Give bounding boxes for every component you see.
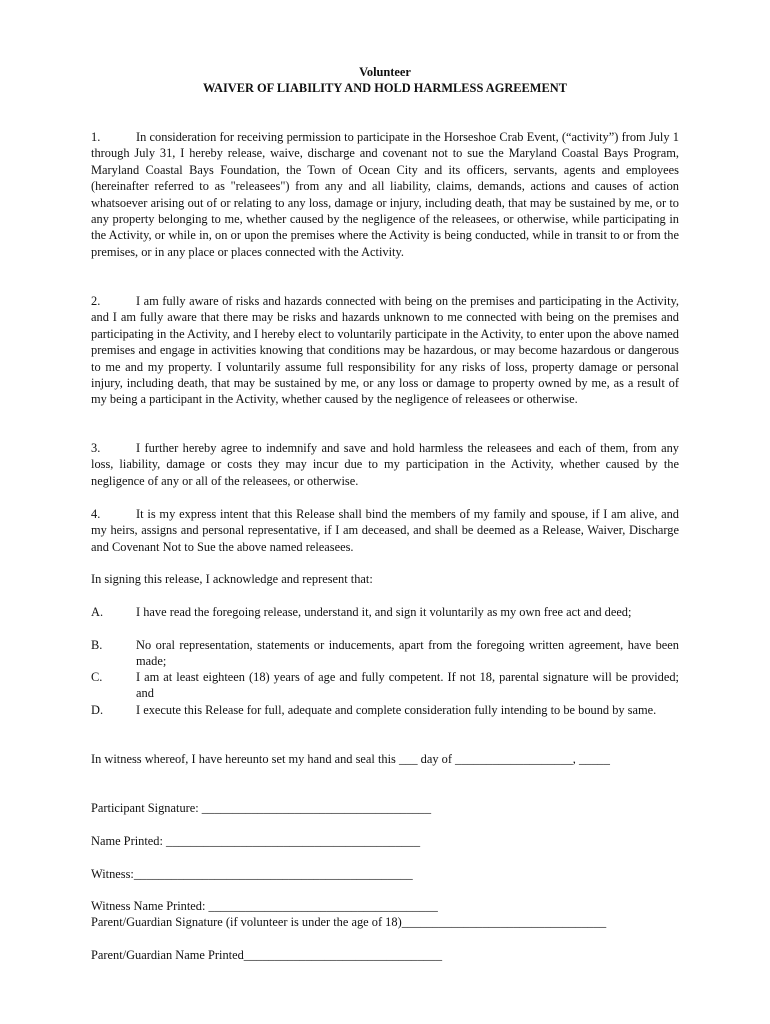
item-letter: D. bbox=[91, 703, 104, 717]
document-title: WAIVER OF LIABILITY AND HOLD HARMLESS AGREEMENT bbox=[203, 81, 567, 95]
acknowledgement-item-c bbox=[91, 669, 679, 702]
paragraph-2 bbox=[91, 293, 679, 408]
acknowledgement-intro: In signing this release, I acknowledge and represent that: bbox=[91, 572, 373, 586]
paragraph-text: I am fully aware of risks and hazards connected with being on the premises and participating in the Activity, and I am fully aware that there may be risks and hazards unknown to me connected with being on the premises and participating in the Activity, and I hereby elect to voluntarily participate in the Activity, to enter upon the above named premises and engage in activities knowing that conditions may be hazardous, or may become hazardous or dangerous to me and my property. I voluntarily assume full responsibility for any risks of loss, property damage or personal injury, including death, that may be sustained by me, or any loss or damage to property owned by me, as a result of my being a participant in the Activity, whether caused by the negligence of releasees or otherwise. bbox=[91, 294, 679, 407]
participant-signature-line: Participant Signature: _____________________________________ bbox=[91, 801, 432, 815]
item-text: I have read the foregoing release, understand it, and sign it voluntarily as my own free act and deed; bbox=[136, 605, 632, 619]
paragraph-1 bbox=[91, 129, 679, 260]
acknowledgement-item-b bbox=[91, 637, 679, 670]
item-text: I execute this Release for full, adequate and complete consideration fully intending to be bound by same. bbox=[136, 703, 657, 717]
paragraph-number: 4. bbox=[91, 507, 101, 521]
paragraph-number: 2. bbox=[91, 294, 101, 308]
paragraph-number: 1. bbox=[91, 130, 101, 144]
item-letter: C. bbox=[91, 670, 103, 684]
name-printed-line: Name Printed: _________________________________________ bbox=[91, 834, 421, 848]
paragraph-text: It is my express intent that this Release shall bind the members of my family and spouse, if I am alive, and my heirs, assigns and personal representative, if I am deceased, and shall be deemed as a Release, Waiver, Discharge and Covenant Not to Sue the above named releasees. bbox=[91, 507, 679, 554]
acknowledgement-item-d bbox=[91, 702, 679, 718]
witness-name-printed-line: Witness Name Printed: _____________________________________ bbox=[91, 899, 438, 913]
item-text: I am at least eighteen (18) years of age and fully competent. If not 18, parental signature will be provided; and bbox=[136, 670, 679, 701]
guardian-name-printed-line: Parent/Guardian Name Printed________________________________ bbox=[91, 948, 443, 962]
item-text: No oral representation, statements or inducements, apart from the foregoing written agreement, have been made; bbox=[136, 638, 679, 669]
document-subtitle: Volunteer bbox=[359, 65, 411, 79]
paragraph-4 bbox=[91, 506, 679, 555]
paragraph-number: 3. bbox=[91, 441, 101, 455]
witness-signature-line: Witness:_____________________________________________ bbox=[91, 867, 413, 881]
item-letter: B. bbox=[91, 638, 103, 652]
acknowledgement-item-a bbox=[91, 604, 679, 620]
item-letter: A. bbox=[91, 605, 104, 619]
guardian-signature-line: Parent/Guardian Signature (if volunteer is under the age of 18)_________________________________ bbox=[91, 915, 607, 929]
paragraph-text: I further hereby agree to indemnify and save and hold harmless the releasees and each of them, from any loss, liability, damage or costs they may incur due to my participation in the Activity, whether caused by the negligence of any or all of the releasees, or otherwise. bbox=[91, 441, 679, 488]
paragraph-3 bbox=[91, 440, 679, 489]
paragraph-text: In consideration for receiving permission to participate in the Horseshoe Crab Event, (“activity”) from July 1 through July 31, I hereby release, waive, discharge and covenant not to sue the Maryland Coastal Bays Program, Maryland Coastal Bays Foundation, the Town of Ocean City and its officers, servants, agents and employees (hereinafter referred to as "releasees") from any and all liability, claims, demands, actions and causes of action whatsoever arising out of or relating to any loss, damage or injury, including death, that may be sustained by me, or to any property belonging to me, whether caused by the negligence of the releasees, or otherwise, while participating in the Activity, or while in, on or upon the premises where the Activity is being conducted, while in transit to or from the premises, or in any place or places connected with the Activity. bbox=[91, 130, 679, 259]
witness-statement: In witness whereof, I have hereunto set my hand and seal this ___ day of ___________________, _____ bbox=[91, 752, 610, 766]
